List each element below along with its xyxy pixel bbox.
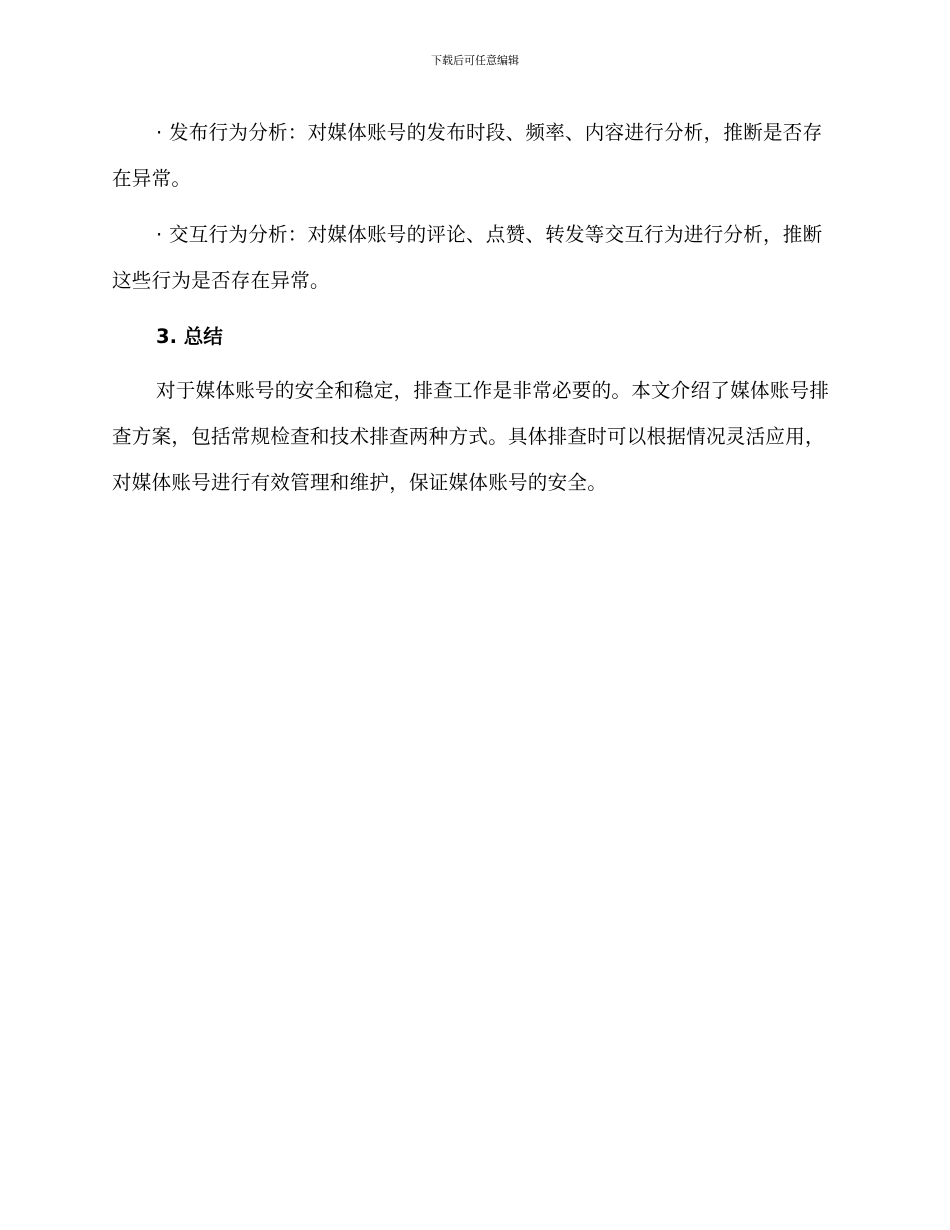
section-heading-summary: 3. 总结 (156, 325, 223, 348)
bullet-paragraph-publish-behavior: · 发布行为分析：对媒体账号的发布时段、频率、内容进行分析，推断是否存在异常。 (112, 121, 823, 190)
bullet-paragraph-interaction-behavior: · 交互行为分析：对媒体账号的评论、点赞、转发等交互行为进行分析，推断这些行为是否存在异常。 (112, 223, 823, 292)
document-body (112, 110, 838, 506)
summary-paragraph: 对于媒体账号的安全和稳定，排查工作是非常必要的。本文介绍了媒体账号排查方案，包括常规检查和技术排查两种方式。具体排查时可以根据情况灵活应用，对媒体账号进行有效管理和维护，保证媒体账号的安全。 (112, 379, 830, 494)
page-header: 下载后可任意编辑 (431, 54, 519, 67)
